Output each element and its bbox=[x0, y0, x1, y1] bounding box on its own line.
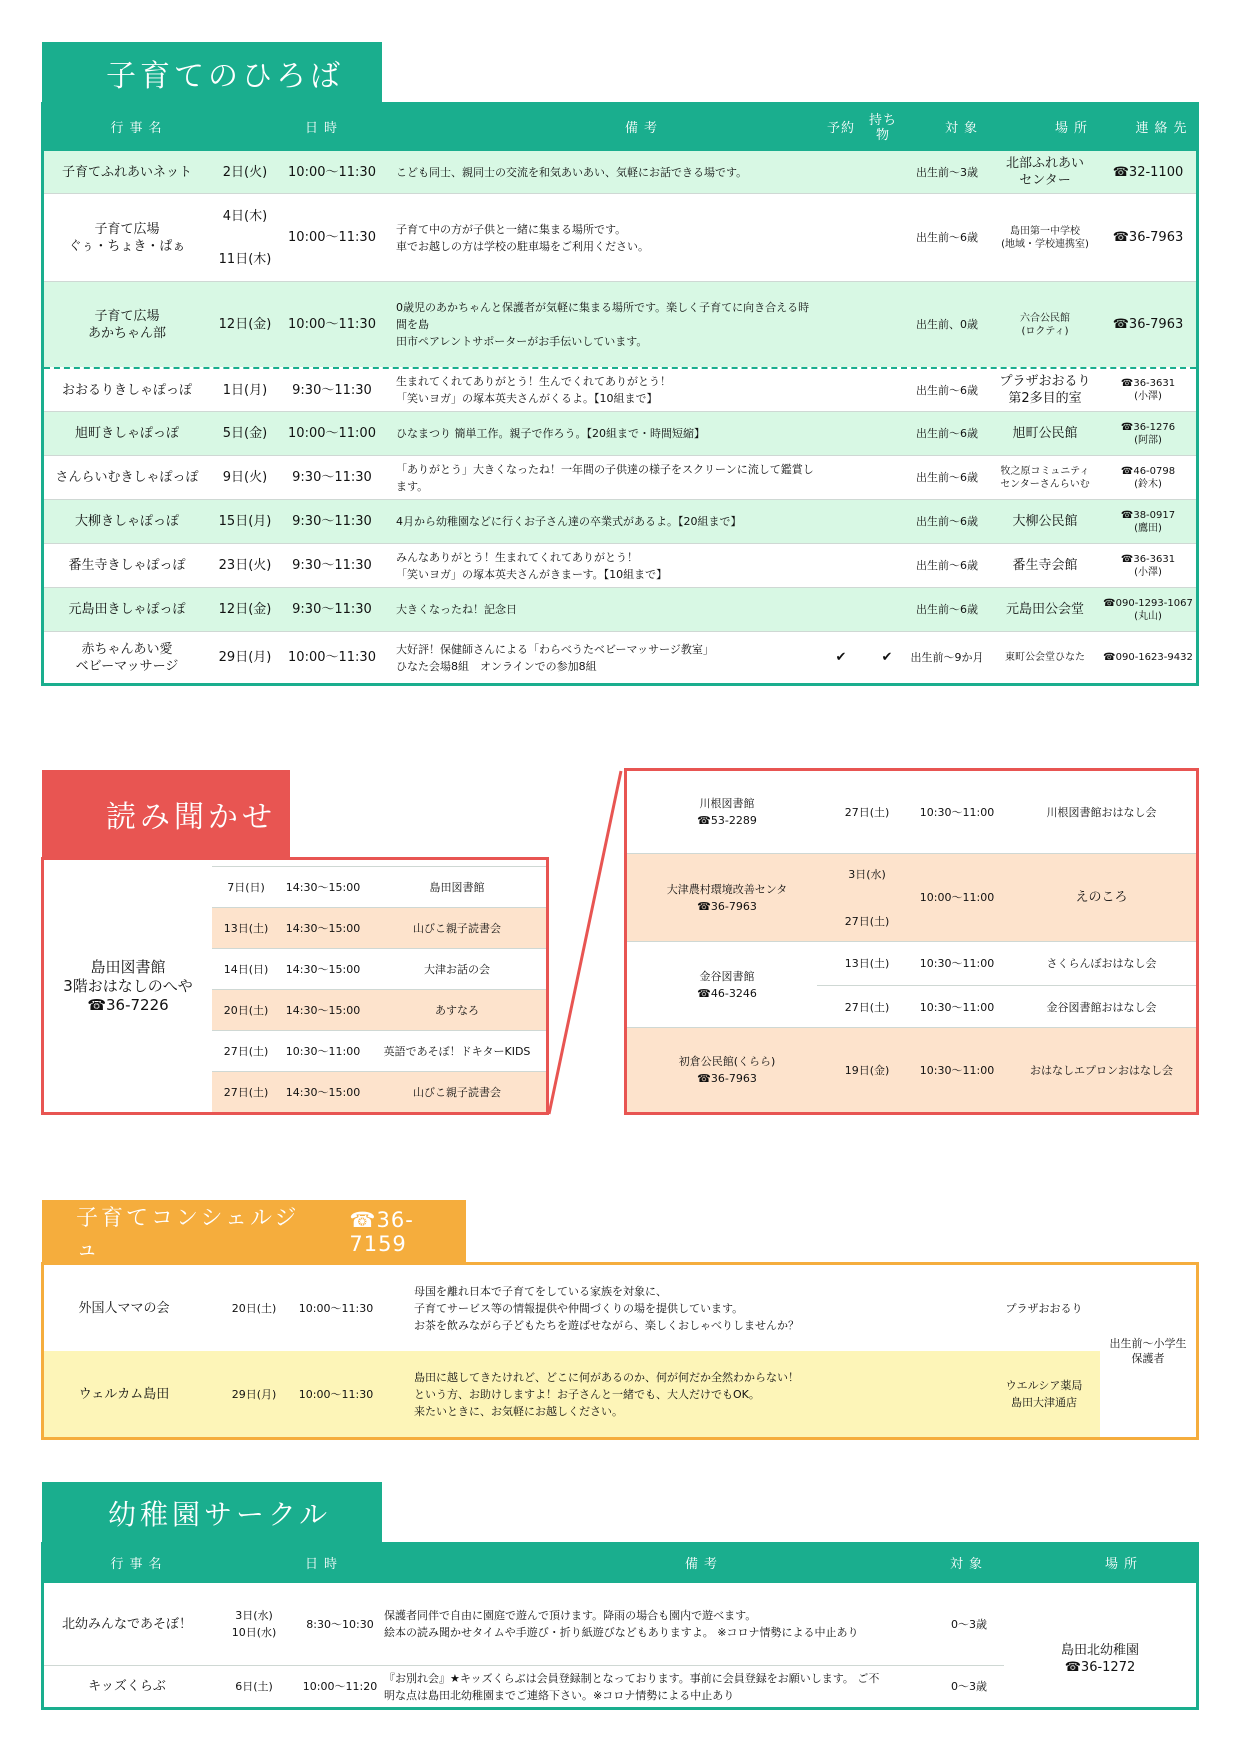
yomi-row bbox=[212, 1030, 546, 1071]
yomi-event: 金谷図書館おはなし会 bbox=[1046, 1000, 1157, 1014]
y-col-date: 日時 bbox=[304, 1556, 343, 1572]
reserve-check bbox=[824, 412, 858, 455]
hiroba-row bbox=[44, 499, 1196, 543]
youchien-row bbox=[44, 1583, 1004, 1665]
event-place: 番生寺会館 bbox=[1012, 558, 1078, 573]
youchien-time: 10:00～11:20 bbox=[302, 1680, 378, 1693]
event-contact: ☎36-7963 bbox=[1112, 230, 1184, 245]
yomi-sub-row bbox=[817, 942, 1196, 985]
yomi-event: 大津お話の会 bbox=[424, 962, 490, 976]
event-date: 4日(木) bbox=[222, 208, 268, 224]
col-name: 行事名 bbox=[110, 120, 168, 136]
bring-check bbox=[870, 456, 904, 499]
event-name: 子育て広場 ぐぅ・ちょき・ぱぁ bbox=[68, 221, 186, 254]
y-col-place: 場所 bbox=[1104, 1556, 1143, 1572]
hiroba-row bbox=[44, 543, 1196, 587]
event-note: 0歳児のあかちゃんと保護者が気軽に集まる場所です。楽しく子育てに向き合える時間を島 田市ペアレントサポーターがお手伝いしています。 bbox=[396, 301, 810, 348]
event-contact: ☎36-3631 (小澤) bbox=[1120, 378, 1176, 402]
yomi-date: 27日(土) bbox=[223, 1085, 269, 1099]
event-contact: ☎32-1100 bbox=[1112, 164, 1184, 180]
yomi-row bbox=[212, 948, 546, 989]
event-date: 5日(金) bbox=[222, 426, 268, 441]
hiroba-table bbox=[41, 102, 1199, 686]
yomi-time: 10:30～11:00 bbox=[285, 1044, 361, 1058]
event-name: 子育て広場 あかちゃん部 bbox=[87, 308, 166, 341]
youchien-title: 幼稚園サークル bbox=[108, 1498, 332, 1531]
bring-check: ✔ bbox=[881, 650, 893, 665]
hiroba-row bbox=[44, 631, 1196, 683]
yomi-event: 山びこ親子読書会 bbox=[413, 921, 501, 935]
event-contact: ☎36-1276 (阿部) bbox=[1120, 421, 1176, 446]
event-contact: ☎36-7963 bbox=[1112, 317, 1184, 332]
event-place: プラザおおるり 第2多目的室 bbox=[999, 374, 1091, 406]
youchien-row bbox=[44, 1665, 1004, 1707]
yomi-date: 13日(土) bbox=[844, 957, 890, 970]
yomi-date: 19日(金) bbox=[844, 1063, 890, 1077]
event-place: 東町公会堂ひなた bbox=[1005, 652, 1085, 663]
event-name: 元島田きしゃぽっぽ bbox=[68, 602, 186, 617]
yomi-time: 10:30～11:00 bbox=[919, 1063, 995, 1077]
event-time: 9:30～11:30 bbox=[292, 602, 372, 617]
event-contact: ☎090-1623-9432 bbox=[1103, 652, 1193, 663]
event-name: 子育てふれあいネット bbox=[61, 164, 192, 180]
yomi-event: おはなしエプロンおはなし会 bbox=[1030, 1063, 1173, 1077]
yomi-date: 20日(土) bbox=[223, 1003, 269, 1017]
event-time: 9:30～11:30 bbox=[292, 558, 372, 573]
event-date: 29日(月) bbox=[218, 650, 272, 665]
yomi-time: 14:30～15:00 bbox=[285, 880, 361, 894]
youchien-note: 『お別れ会』★キッズくらぶは会員登録制となっております。事前に会員登録をお願いします。 ご不 明な点は島田北幼稚園までご連絡下さい。※コロナ情勢による中止あり bbox=[384, 1671, 880, 1702]
event-target: 出生前～6歳 bbox=[916, 471, 978, 484]
event-time: 9:30～11:30 bbox=[292, 514, 372, 529]
yomi-row bbox=[212, 1071, 546, 1112]
hiroba-row bbox=[44, 587, 1196, 631]
bring-check bbox=[870, 151, 904, 193]
youchien-target: 0～3歳 bbox=[951, 1680, 987, 1693]
yomi-left-box bbox=[41, 857, 549, 1115]
yomi-library: 島田図書館 3階おはなしのへや ☎36-7226 bbox=[63, 957, 193, 1014]
event-name: 赤ちゃんあい愛 ベビーマッサージ bbox=[75, 641, 179, 674]
event-target: 出生前、0歳 bbox=[916, 318, 978, 331]
hiroba-title: 子育てのひろば bbox=[106, 59, 344, 94]
yomi-connector bbox=[545, 768, 625, 1118]
yomi-date: 27日(土) bbox=[844, 805, 890, 819]
yomi-date: 7日(日) bbox=[227, 880, 265, 894]
concierge-note: 母国を離れ日本で子育てをしている家族を対象に、 子育てサービス等の情報提供や仲間づくりの場を提供しています。 お茶を飲みながら子どもたちを遊ばせながら、楽しくおしゃべりしませんか？ bbox=[414, 1284, 799, 1332]
event-contact: ☎46-0798 (鈴木) bbox=[1120, 465, 1176, 490]
yomi-right-box bbox=[624, 768, 1199, 1115]
event-time: 10:00～11:30 bbox=[288, 317, 376, 332]
yomi-place: 川根図書館 ☎53-2289 bbox=[697, 797, 757, 827]
event-note: みんなありがとう！生まれてくれてありがとう！ 「笑いヨガ」の塚本英夫さんがきまーす。【10組まで】 bbox=[396, 550, 668, 581]
bring-check bbox=[870, 412, 904, 455]
col-note: 備考 bbox=[624, 120, 663, 136]
event-note: 生まれてくれてありがとう！生んでくれてありがとう！ 「笑いヨガ」の塚本英夫さんがくるよ。【10組まで】 bbox=[396, 375, 671, 405]
yomi-time: 10:30～11:00 bbox=[919, 957, 995, 970]
yomi-right-row bbox=[627, 853, 1196, 941]
yomi-time: 14:30～15:00 bbox=[285, 1085, 361, 1099]
event-time: 10:00～11:30 bbox=[288, 230, 376, 245]
event-place: 牧之原コミュニティ センターさんらいむ bbox=[1000, 465, 1090, 490]
yomi-date: 27日(土) bbox=[223, 1044, 269, 1058]
yomi-event: えのころ bbox=[1075, 890, 1128, 905]
y-col-name: 行事名 bbox=[110, 1556, 168, 1572]
yomi-time: 14:30～15:00 bbox=[285, 962, 361, 976]
event-target: 出生前～3歳 bbox=[916, 165, 978, 179]
yomi-place: 初倉公民館(くらら) ☎36-7963 bbox=[678, 1055, 776, 1085]
event-name: 大柳きしゃぽっぽ bbox=[74, 514, 179, 529]
yomi-time: 14:30～15:00 bbox=[285, 1003, 361, 1017]
y-col-target: 対象 bbox=[949, 1556, 988, 1572]
youchien-time: 8:30～10:30 bbox=[306, 1617, 374, 1631]
yomi-time: 14:30～15:00 bbox=[285, 921, 361, 935]
col-reserve: 予約 bbox=[826, 120, 855, 136]
event-place: 旭町公民館 bbox=[1012, 426, 1078, 441]
col-date: 日時 bbox=[304, 120, 343, 136]
bring-check bbox=[870, 369, 904, 411]
concierge-title: 子育てコンシェルジュ bbox=[76, 1206, 300, 1262]
event-note: 大きくなったね！記念日 bbox=[396, 603, 517, 616]
col-target: 対象 bbox=[944, 120, 983, 136]
concierge-place: ウエルシア薬局 島田大津通店 bbox=[1005, 1379, 1083, 1409]
event-date: 12日(金) bbox=[218, 317, 272, 332]
concierge-time: 10:00～11:30 bbox=[298, 1301, 374, 1315]
concierge-name: 外国人ママの会 bbox=[78, 1300, 170, 1316]
event-target: 出生前～6歳 bbox=[916, 603, 978, 616]
yomi-left-rows bbox=[212, 866, 546, 1112]
event-time: 9:30～11:30 bbox=[292, 470, 372, 485]
bring-check bbox=[870, 194, 904, 281]
hiroba-title-tab bbox=[42, 42, 382, 104]
concierge-note: 島田に越してきたけれど、どこに何があるのか、何が何だか全然わからない！ という方、お助けしますよ！お子さんと一緒でも、大人だけでもOK。 来たいときに、お気軽にお越しください。 bbox=[414, 1370, 799, 1418]
event-time: 10:00～11:00 bbox=[288, 426, 376, 441]
event-name: おおるりきしゃぽっぽ bbox=[61, 382, 192, 398]
event-date: 1日(月) bbox=[222, 382, 268, 398]
reserve-check bbox=[824, 456, 858, 499]
concierge-place: プラザおおるり bbox=[1005, 1301, 1083, 1315]
yomi-event: さくらんぼおはなし会 bbox=[1046, 957, 1157, 970]
event-contact: ☎090-1293-1067 (丸山) bbox=[1103, 597, 1193, 622]
yomi-row bbox=[212, 907, 546, 948]
event-target: 出生前～6歳 bbox=[916, 383, 978, 397]
event-target: 出生前～6歳 bbox=[916, 231, 978, 244]
event-date: 2日(火) bbox=[222, 164, 268, 180]
concierge-phone: ☎36-7159 bbox=[349, 1208, 414, 1256]
yomi-event: あすなろ bbox=[435, 1003, 479, 1017]
concierge-date: 20日(土) bbox=[231, 1301, 277, 1315]
event-contact: ☎38-0917 (鷹田) bbox=[1120, 509, 1176, 534]
event-time: 10:00～11:30 bbox=[288, 164, 376, 180]
event-note: 「ありがとう」大きくなったね！一年間の子供達の様子をスクリーンに流して鑑賞します。 bbox=[396, 462, 814, 493]
youchien-date: 6日(土) bbox=[235, 1680, 273, 1693]
reserve-check bbox=[824, 369, 858, 411]
event-time: 9:30～11:30 bbox=[292, 382, 372, 398]
event-date: 12日(金) bbox=[218, 602, 272, 617]
concierge-row bbox=[44, 1265, 1100, 1351]
yomi-event: 島田図書館 bbox=[429, 880, 485, 894]
yomi-place: 大津農村環境改善センタ ☎36-7963 bbox=[666, 882, 788, 913]
yomi-date: 3日(水) bbox=[848, 867, 886, 881]
hiroba-row bbox=[44, 151, 1196, 193]
col-bring: 持ち物 bbox=[868, 113, 897, 143]
yomi-event: 英語であそぼ！ドキターKIDS bbox=[383, 1044, 531, 1058]
event-date: 23日(火) bbox=[218, 558, 272, 573]
event-note: 子育て中の方が子供と一緒に集まる場所です。 車でお越しの方は学校の駐車場をご利用ください。 bbox=[396, 222, 649, 253]
event-target: 出生前～6歳 bbox=[916, 559, 978, 572]
youchien-title-tab bbox=[42, 1482, 382, 1544]
reserve-check bbox=[824, 500, 858, 543]
bring-check bbox=[870, 282, 904, 367]
concierge-row bbox=[44, 1351, 1100, 1437]
yomi-right-row bbox=[627, 1027, 1196, 1112]
concierge-time: 10:00～11:30 bbox=[298, 1387, 374, 1401]
youchien-name: 北幼みんなであそぼ！ bbox=[61, 1616, 192, 1632]
hiroba-header bbox=[44, 105, 1196, 151]
yomi-date: 13日(土) bbox=[223, 921, 269, 935]
hiroba-row bbox=[44, 281, 1196, 367]
concierge-target: 出生前～小学生 保護者 bbox=[1109, 1337, 1187, 1365]
youchien-rows bbox=[44, 1583, 1004, 1707]
col-place: 場所 bbox=[1054, 120, 1093, 136]
event-name: 番生寺きしゃぽっぽ bbox=[68, 558, 186, 573]
yomi-right-rows bbox=[627, 771, 1196, 1112]
yomi-place: 金谷図書館 ☎46-3246 bbox=[697, 969, 757, 1000]
event-note: ひなまつり 簡単工作。親子で作ろう。【20組まで・時間短縮】 bbox=[396, 427, 705, 440]
event-date: 11日(木) bbox=[218, 251, 272, 267]
concierge-table bbox=[41, 1262, 1199, 1440]
youchien-date: 3日(水) 10日(水) bbox=[231, 1609, 277, 1639]
yomi-right-row bbox=[627, 941, 1196, 1027]
yomi-row bbox=[212, 866, 546, 907]
yomi-date: 27日(土) bbox=[844, 1000, 890, 1014]
hiroba-row bbox=[44, 411, 1196, 455]
yomi-title-tab bbox=[42, 770, 290, 858]
hiroba-row bbox=[44, 455, 1196, 499]
concierge-title-tab bbox=[42, 1200, 466, 1264]
event-time: 10:00～11:30 bbox=[288, 650, 376, 665]
youchien-note: 保護者同伴で自由に園庭で遊んで頂けます。降雨の場合も園内で遊べます。 絵本の読み聞かせタイムや手遊び・折り紙遊びなどもありますよ。 ※コロナ情勢による中止あり bbox=[384, 1609, 859, 1639]
concierge-name: ウェルカム島田 bbox=[78, 1386, 170, 1402]
hiroba-row bbox=[44, 193, 1196, 281]
yomi-event: 川根図書館おはなし会 bbox=[1046, 805, 1157, 819]
youchien-target: 0～3歳 bbox=[951, 1617, 987, 1631]
hiroba-rows bbox=[44, 151, 1196, 683]
yomi-title: 読み聞かせ bbox=[106, 800, 276, 835]
hiroba-row bbox=[44, 367, 1196, 411]
bring-check bbox=[870, 588, 904, 631]
event-place: 六合公民館 (ロクティ) bbox=[1020, 312, 1070, 337]
y-col-note: 備考 bbox=[684, 1556, 723, 1572]
event-place: 大柳公民館 bbox=[1012, 514, 1078, 529]
reserve-check bbox=[824, 282, 858, 367]
reserve-check bbox=[824, 151, 858, 193]
event-name: さんらいむきしゃぽっぽ bbox=[55, 470, 199, 485]
yomi-time: 10:30～11:00 bbox=[919, 1000, 995, 1014]
event-contact: ☎36-3631 (小澤) bbox=[1120, 553, 1176, 578]
concierge-date: 29日(月) bbox=[231, 1387, 277, 1401]
event-note: 4月から幼稚園などに行くお子さん達の卒業式があるよ。【20組まで】 bbox=[396, 515, 742, 528]
event-date: 9日(火) bbox=[222, 470, 268, 485]
yomi-date: 27日(土) bbox=[844, 914, 890, 928]
yomi-time: 10:30～11:00 bbox=[919, 805, 995, 819]
yomi-right-row bbox=[627, 771, 1196, 853]
bring-check bbox=[870, 500, 904, 543]
event-place: 島田第一中学校 (地域・学校連携室) bbox=[1001, 225, 1089, 250]
event-date: 15日(月) bbox=[218, 514, 272, 529]
youchien-table bbox=[41, 1542, 1199, 1710]
event-place: 北部ふれあい センター bbox=[1005, 156, 1084, 188]
youchien-name: キッズくらぶ bbox=[88, 1679, 166, 1694]
event-target: 出生前～9か月 bbox=[910, 651, 984, 664]
reserve-check bbox=[824, 544, 858, 587]
reserve-check: ✔ bbox=[835, 650, 847, 665]
event-target: 出生前～6歳 bbox=[916, 515, 978, 528]
col-contact: 連絡先 bbox=[1135, 120, 1193, 136]
event-note: こども同士、親同士の交流を和気あいあい、気軽にお話できる場です。 bbox=[396, 165, 748, 179]
event-target: 出生前～6歳 bbox=[916, 427, 978, 440]
event-place: 元島田公会堂 bbox=[1005, 602, 1084, 617]
reserve-check bbox=[824, 194, 858, 281]
youchien-header bbox=[44, 1545, 1196, 1583]
yomi-sub-row bbox=[817, 985, 1196, 1028]
event-note: 大好評！保健師さんによる「わらべうたベビーマッサージ教室」 ひなた会場8組 オンラインでの参加8組 bbox=[396, 642, 714, 673]
yomi-time: 10:00～11:00 bbox=[919, 891, 995, 904]
yomi-event: 山びこ親子読書会 bbox=[413, 1085, 501, 1099]
youchien-place: 島田北幼稚園 ☎36-1272 bbox=[1060, 1643, 1139, 1675]
concierge-rows bbox=[44, 1265, 1100, 1437]
bring-check bbox=[870, 544, 904, 587]
reserve-check bbox=[824, 588, 858, 631]
yomi-row bbox=[212, 989, 546, 1030]
event-name: 旭町きしゃぽっぽ bbox=[74, 426, 179, 441]
yomi-date: 14日(日) bbox=[223, 962, 269, 976]
